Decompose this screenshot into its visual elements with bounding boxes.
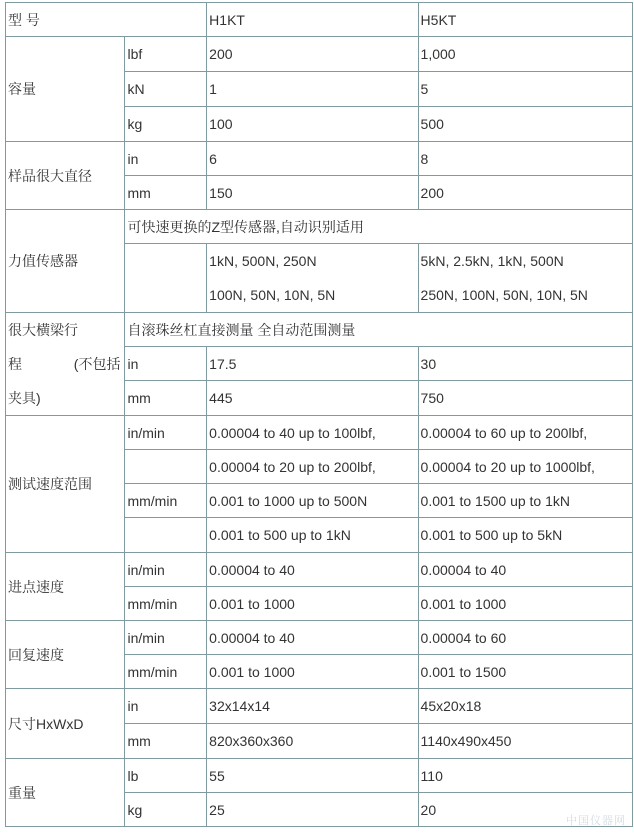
value-cell-a: 1 [207,72,418,107]
unit-cell: mm/min [125,655,207,689]
load-cell-note: 可快速更换的Z型传感器,自动识别适用 [125,210,633,244]
value-cell-a: 25 [207,793,418,827]
unit-cell: in/min [125,553,207,587]
value-cell-a: 0.00004 to 40 up to 100lbf, [207,416,418,450]
value-cell-b: 0.001 to 500 up to 5kN [418,518,632,553]
value-cell-a: 150 [207,176,418,210]
load-cell-a-line1: 1kN, 500N, 250N [209,253,317,269]
unit-cell: in/min [125,416,207,450]
value-cell-b: 200 [418,176,632,210]
unit-cell: kN [125,72,207,107]
crosshead-label-line2-a: 程 [8,356,22,372]
value-cell-a: 0.00004 to 20 up to 200lbf, [207,450,418,484]
header-model-b: H5KT [418,3,632,37]
value-cell-b: 1,000 [418,37,632,72]
unit-cell: in [125,347,207,381]
unit-cell: kg [125,107,207,142]
capacity-label: 容量 [6,37,125,142]
unit-cell [125,450,207,484]
unit-cell [125,518,207,553]
unit-cell: kg [125,793,207,827]
value-cell-a: 32x14x14 [207,689,418,724]
header-row [6,3,633,37]
table-row [6,313,633,347]
value-cell-b: 110 [418,759,632,793]
max-diameter-label: 样品很大直径 [6,142,125,210]
value-cell-a: 0.001 to 1000 [207,587,418,621]
header-label: 型 号 [6,3,207,37]
value-cell-b: 0.001 to 1500 up to 1kN [418,484,632,518]
load-cell-options-b [418,244,632,313]
table-row [6,416,633,450]
value-cell-b: 0.00004 to 60 up to 200lbf, [418,416,632,450]
value-cell-a: 0.00004 to 40 [207,621,418,655]
value-cell-b: 750 [418,381,632,416]
table-row [6,142,633,176]
value-cell-a: 55 [207,759,418,793]
unit-cell: mm [125,724,207,759]
value-cell-a: 200 [207,37,418,72]
table-row [6,689,633,724]
value-cell-a: 445 [207,381,418,416]
crosshead-travel-label [6,313,125,416]
load-cell-label: 力值传感器 [6,210,125,313]
crosshead-label-line1: 很大横梁行 [8,322,78,338]
value-cell-a: 100 [207,107,418,142]
value-cell-b: 8 [418,142,632,176]
value-cell-b: 1140x490x450 [418,724,632,759]
unit-cell: mm/min [125,484,207,518]
crosshead-label-line3: 夹具) [8,390,41,406]
value-cell-a: 0.001 to 500 up to 1kN [207,518,418,553]
weight-label: 重量 [6,759,125,827]
advance-speed-label: 进点速度 [6,553,125,621]
crosshead-label-line2-b: (不包括 [73,356,121,372]
value-cell-b: 0.001 to 1500 [418,655,632,689]
empty-unit-cell [125,244,207,313]
table-row [6,37,633,72]
value-cell-a: 0.001 to 1000 up to 500N [207,484,418,518]
watermark: 中国仪器网 [566,814,626,827]
value-cell-b: 0.00004 to 60 [418,621,632,655]
unit-cell: in [125,142,207,176]
table-row [6,553,633,587]
load-cell-b-line2: 250N, 100N, 50N, 10N, 5N [420,287,588,303]
header-model-a: H1KT [207,3,418,37]
return-speed-label: 回复速度 [6,621,125,689]
table-row [6,759,633,793]
dimensions-label: 尺寸HxWxD [6,689,125,759]
crosshead-label-line2 [8,347,124,381]
unit-cell: mm [125,176,207,210]
value-cell-a: 0.001 to 1000 [207,655,418,689]
value-cell-b: 0.00004 to 20 up to 1000lbf, [418,450,632,484]
value-cell-b: 0.001 to 1000 [418,587,632,621]
unit-cell: lb [125,759,207,793]
unit-cell: in/min [125,621,207,655]
value-cell-b: 30 [418,347,632,381]
value-cell-b: 20 [418,793,632,827]
value-cell-b: 5 [418,72,632,107]
unit-cell: lbf [125,37,207,72]
unit-cell: mm/min [125,587,207,621]
value-cell-a: 820x360x360 [207,724,418,759]
value-cell-a: 6 [207,142,418,176]
value-cell-a: 0.00004 to 40 [207,553,418,587]
unit-cell: mm [125,381,207,416]
load-cell-a-line2: 100N, 50N, 10N, 5N [209,287,336,303]
value-cell-b: 45x20x18 [418,689,632,724]
spec-table [5,2,633,827]
unit-cell: in [125,689,207,724]
load-cell-options-a [207,244,418,313]
test-speed-label: 测试速度范围 [6,416,125,553]
table-row [6,621,633,655]
value-cell-b: 0.00004 to 40 [418,553,632,587]
table-row [6,210,633,244]
crosshead-travel-note: 自滚珠丝杠直接测量 全自动范围测量 [125,313,633,347]
value-cell-a: 17.5 [207,347,418,381]
load-cell-b-line1: 5kN, 2.5kN, 1kN, 500N [420,253,564,269]
value-cell-b: 500 [418,107,632,142]
